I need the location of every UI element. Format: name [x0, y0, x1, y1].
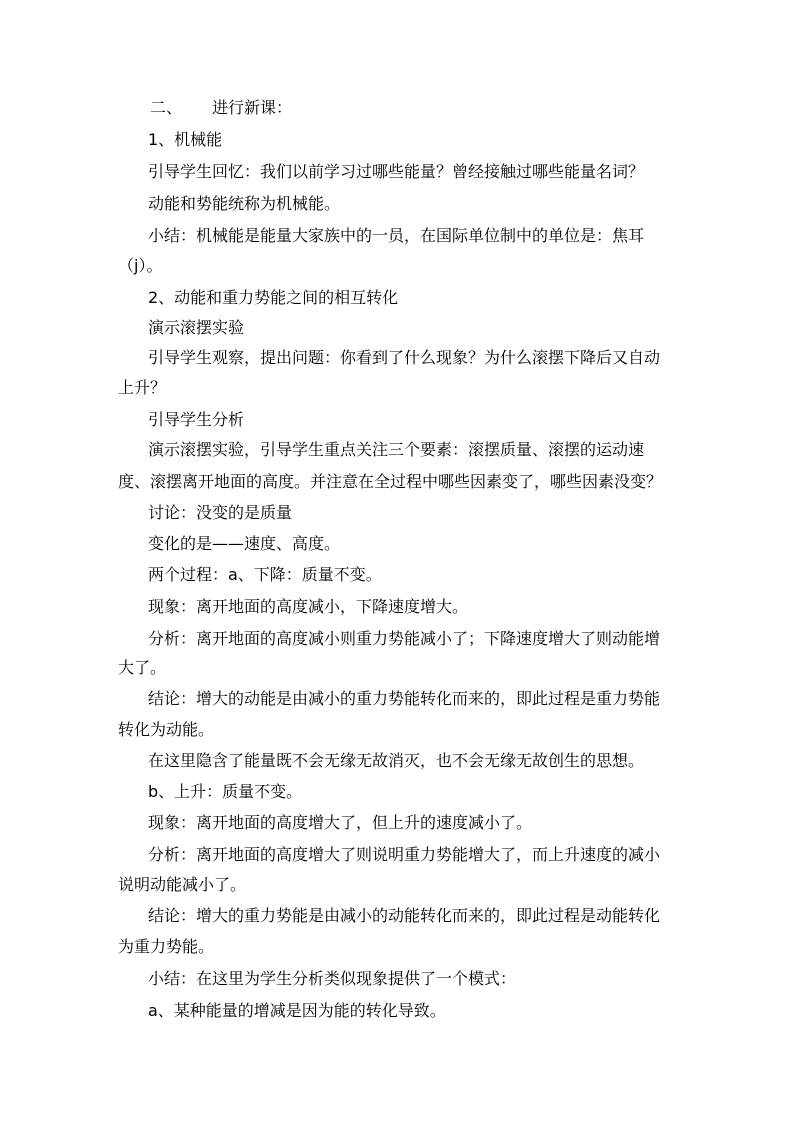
paragraph-line: a、某种能量的增减是因为能的转化导致。	[148, 1001, 446, 1020]
paragraph-line: 结论：增大的动能是由减小的重力势能转化而来的，即此过程是重力势能	[148, 689, 661, 708]
paragraph-line: 变化的是——速度、高度。	[148, 534, 341, 553]
paragraph-line: 大了。	[118, 658, 167, 677]
paragraph-line: 在这里隐含了能量既不会无缘无故消灭，也不会无缘无故创生的思想。	[148, 751, 645, 770]
paragraph-line: 引导学生回忆：我们以前学习过哪些能量？曾经接触过哪些能量名词？	[148, 162, 645, 181]
section-heading	[150, 98, 292, 118]
paragraph-line: 度、滚摆离开地面的高度。并注意在全过程中哪些因素变了，哪些因素没变？	[118, 472, 663, 491]
section-number: 二、	[150, 98, 183, 117]
paragraph-line: 两个过程：a、下降：质量不变。	[148, 565, 382, 584]
paragraph-line: 引导学生观察，提出问题：你看到了什么现象？为什么滚摆下降后又自动	[148, 348, 661, 367]
paragraph-line: 引导学生分析	[148, 410, 245, 429]
paragraph-line: 小结：机械能是能量大家族中的一员，在国际单位制中的单位是：焦耳	[148, 226, 645, 245]
paragraph-line: 转化为动能。	[118, 720, 215, 739]
paragraph-line: 上升？	[118, 378, 167, 397]
paragraph-line: （j）。	[118, 256, 163, 275]
paragraph-line: 结论：增大的重力势能是由减小的动能转化而来的，即此过程是动能转化	[148, 906, 661, 925]
paragraph-line: 分析：离开地面的高度减小则重力势能减小了；下降速度增大了则动能增	[148, 629, 661, 648]
paragraph-line: b、上升：质量不变。	[148, 782, 303, 801]
paragraph-line: 分析：离开地面的高度增大了则说明重力势能增大了，而上升速度的减小	[148, 845, 661, 864]
paragraph-line: 演示滚摆实验，引导学生重点关注三个要素：滚摆质量、滚摆的运动速	[148, 440, 645, 459]
paragraph-line: 小结：在这里为学生分析类似现象提供了一个模式：	[148, 969, 517, 988]
paragraph-line: 为重力势能。	[118, 937, 215, 956]
paragraph-line: 动能和势能统称为机械能。	[148, 194, 341, 213]
paragraph-line: 讨论：没变的是质量	[148, 503, 293, 522]
paragraph-line: 说明动能减小了。	[118, 875, 247, 894]
subsection-heading: 1、机械能	[148, 130, 223, 149]
section-title: 进行新课：	[212, 98, 293, 117]
paragraph-line: 演示滚摆实验	[148, 318, 245, 337]
paragraph-line: 现象：离开地面的高度减小，下降速度增大。	[148, 597, 469, 616]
paragraph-line: 现象：离开地面的高度增大了，但上升的速度减小了。	[148, 813, 533, 832]
subsection-heading: 2、动能和重力势能之间的相互转化	[148, 288, 399, 307]
